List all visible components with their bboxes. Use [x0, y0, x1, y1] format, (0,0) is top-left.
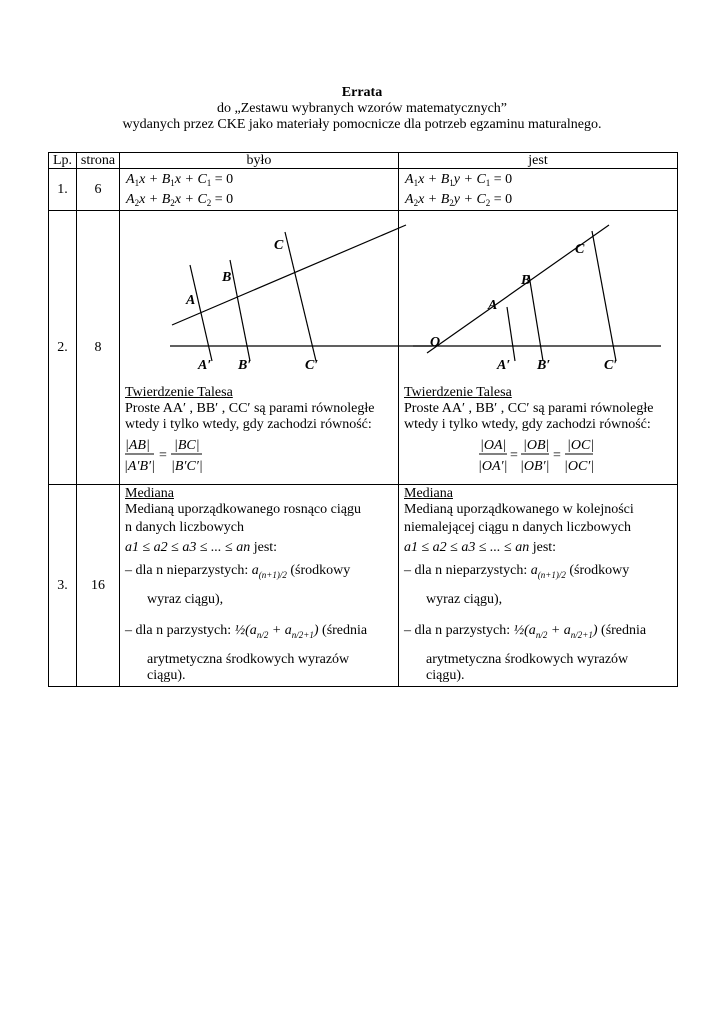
median-text: Medianą uporządkowanego w kolejności	[404, 502, 634, 517]
median-text: n danych liczbowych	[125, 520, 244, 535]
header-lp: Lp.	[49, 153, 77, 169]
point-label: A′	[198, 358, 212, 373]
odd-case: – dla n nieparzystych: $a_{(n+1)/2}$ (środkowy	[404, 563, 630, 580]
point-label: A	[488, 298, 498, 313]
theorem-title: Twierdzenie Talesa	[125, 385, 233, 400]
even-case-cont: ciągu).	[147, 668, 186, 683]
point-label: C′	[604, 358, 618, 373]
row-number: 3.	[49, 485, 77, 687]
svg-text:|A′B′|: |A′B′|	[124, 459, 155, 474]
header-is: jest	[399, 153, 678, 169]
svg-text:|B′C′|: |B′C′|	[171, 459, 203, 474]
svg-text:=: =	[553, 448, 561, 463]
svg-text:|OA′|: |OA′|	[478, 459, 508, 474]
thales-formula	[399, 211, 678, 484]
point-label: C	[274, 238, 284, 253]
svg-text:=: =	[510, 448, 518, 463]
svg-text:|OC|: |OC|	[567, 438, 595, 453]
svg-text:|BC|: |BC|	[174, 438, 200, 453]
document-subtitle-line1: do „Zestawu wybranych wzorów matematycznych”	[217, 101, 507, 116]
even-case-cont: ciągu).	[426, 668, 465, 683]
sequence-line	[404, 540, 556, 556]
theorem-text: wtedy i tylko wtedy, gdy zachodzi równość:	[404, 417, 651, 432]
theorem-text: Proste AA′ , BB′ , CC′ są parami równoległe	[125, 401, 375, 416]
svg-text:|AB|: |AB|	[125, 438, 150, 453]
median-text: niemalejącej ciągu n danych liczbowych	[404, 520, 632, 535]
odd-case-cont: wyraz ciągu),	[426, 592, 503, 607]
document-title: Errata	[341, 85, 383, 100]
table-row	[49, 485, 678, 687]
even-case: – dla n parzystych: $\frac{1}{2}(a_{n/2} + a_{n/2+1})$ (średnia	[125, 623, 368, 640]
row-page: 8	[77, 211, 120, 485]
theorem-text: Proste AA′ , BB′ , CC′ są parami równoległe	[404, 401, 654, 416]
svg-text:=: =	[159, 448, 167, 463]
equation: $A_1x + B_1x + C_1 = 0$	[126, 172, 234, 188]
table-row	[49, 169, 678, 211]
sequence-suffix: jest:	[532, 540, 557, 555]
svg-text:|OB|: |OB|	[523, 438, 550, 453]
median-title: Mediana	[125, 486, 174, 501]
sequence: a1 ≤ a2 ≤ a3 ≤ ... ≤ an	[125, 540, 251, 555]
document-subtitle-line2: wydanych przez CKE jako materiały pomocnicze dla potrzeb egzaminu maturalnego.	[122, 117, 602, 132]
sequence: a1 ≤ a2 ≤ a3 ≤ ... ≤ an	[404, 540, 530, 555]
header-page: strona	[77, 153, 120, 169]
svg-text:|OC′|: |OC′|	[564, 459, 595, 474]
equation: $A_2x + B_2y + C_2 = 0$	[405, 192, 513, 208]
table-row	[49, 211, 678, 485]
sequence-line	[125, 540, 277, 556]
svg-text:|OA|: |OA|	[480, 438, 507, 453]
table-header-row	[49, 153, 678, 169]
theorem-title: Twierdzenie Talesa	[404, 385, 512, 400]
thales-formula	[120, 211, 399, 484]
svg-text:|OB′|: |OB′|	[520, 459, 550, 474]
point-label: A′	[497, 358, 511, 373]
cell-is	[399, 211, 678, 485]
row-page: 6	[77, 169, 120, 211]
point-label: O	[430, 335, 441, 350]
row-number: 2.	[49, 211, 77, 485]
point-label: B′	[238, 358, 252, 373]
median-title: Mediana	[404, 486, 453, 501]
cell-was	[120, 211, 399, 485]
median-text: Medianą uporządkowanego rosnąco ciągu	[125, 502, 361, 517]
cell-is	[399, 485, 678, 687]
row-page: 16	[77, 485, 120, 687]
point-label: B′	[537, 358, 551, 373]
theorem-text: wtedy i tylko wtedy, gdy zachodzi równość:	[125, 417, 372, 432]
equation: $A_2x + B_2x + C_2 = 0$	[126, 192, 234, 208]
odd-case: – dla n nieparzystych: $a_{(n+1)/2}$ (środkowy	[125, 563, 351, 580]
point-label: B	[222, 270, 232, 285]
point-label: A	[186, 293, 196, 308]
even-case-cont: arytmetyczna środkowych wyrazów	[426, 652, 629, 667]
even-case: – dla n parzystych: $\frac{1}{2}(a_{n/2} + a_{n/2+1})$ (średnia	[404, 623, 647, 640]
point-label: C′	[305, 358, 319, 373]
row-number: 1.	[49, 169, 77, 211]
errata-table	[48, 152, 678, 687]
odd-case-cont: wyraz ciągu),	[147, 592, 224, 607]
cell-was	[120, 169, 399, 211]
point-label: C	[575, 242, 585, 257]
point-label: B	[521, 273, 531, 288]
even-case-cont: arytmetyczna środkowych wyrazów	[147, 652, 350, 667]
cell-is	[399, 169, 678, 211]
sequence-suffix: jest:	[253, 540, 278, 555]
equation: $A_1x + B_1y + C_1 = 0$	[405, 172, 513, 188]
header-was: było	[120, 153, 399, 169]
cell-was	[120, 485, 399, 687]
